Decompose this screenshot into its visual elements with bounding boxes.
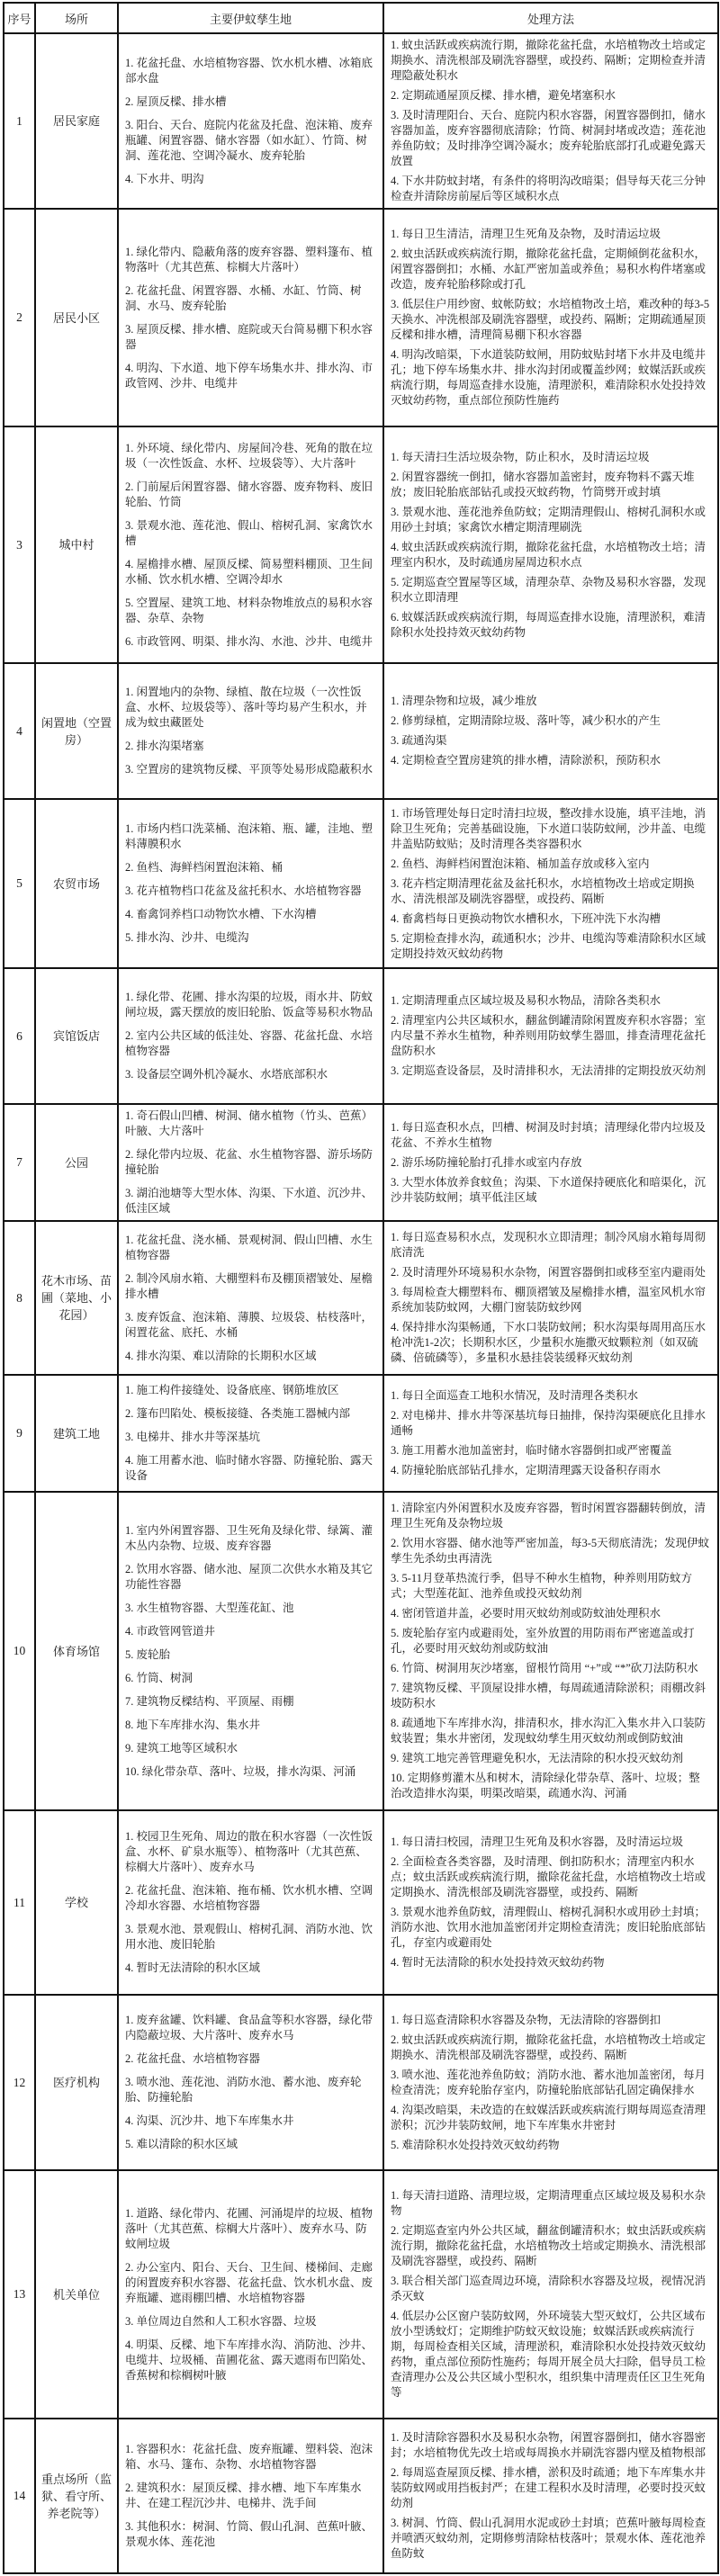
breeding-site-item: 3. 水生植物容器、大型莲花缸、池 xyxy=(125,1601,294,1614)
methods-list xyxy=(384,990,717,1082)
row-methods-cell xyxy=(383,1375,718,1492)
breeding-site-item: 2. 制冷风扇水箱、大棚塑料布及棚顶褶皱处、屋檐排水槽 xyxy=(125,1271,374,1300)
breeding-site-item: 1. 施工构件接缝处、设备底座、钢筋堆放区 xyxy=(125,1384,339,1396)
row-serial-number: 4 xyxy=(4,663,35,799)
breeding-site-item: 2. 室内公共区域的低洼处、容器、花盆托盘、水培植物容器 xyxy=(125,1029,374,1057)
treatment-method-item: 4. 下水井防蚊封堵，有条件的将明沟改暗渠；倡导每天花三分钟检查并清除房前屋后等区域积水点 xyxy=(391,175,706,202)
treatment-method-item: 2. 对电梯井、排水井等深基坑每日抽排，保持沟渠硬底化且排水通畅 xyxy=(391,1409,706,1437)
methods-list xyxy=(384,1831,717,1974)
sites-list xyxy=(119,2438,382,2554)
sites-list xyxy=(119,52,382,191)
breeding-site-item: 1. 闲置地内的杂物、绿植、散在垃圾（一次性饭盒、水杯、垃圾袋等）、落叶等均易产生积水，并成为蚊虫藏匿处 xyxy=(125,686,367,729)
row-place: 居民小区 xyxy=(35,209,118,426)
row-place: 重点场所（监狱、看守所、养老院等） xyxy=(35,2419,118,2573)
row-sites-cell xyxy=(118,1221,383,1375)
treatment-method-item: 1. 清理杂物和垃圾，减少堆放 xyxy=(391,695,537,707)
breeding-site-item: 8. 地下车库排水沟、集水井 xyxy=(125,1718,261,1731)
row-sites-cell xyxy=(118,663,383,799)
treatment-method-item: 2. 修剪绿植，定期清除垃圾、落叶等，减少积水的产生 xyxy=(391,714,662,727)
sites-list xyxy=(119,241,382,395)
table-row xyxy=(4,663,718,799)
row-serial-number: 1 xyxy=(4,33,35,209)
methods-list xyxy=(384,2427,717,2565)
treatment-method-item: 3. 施工用蓄水池加盖密封，临时储水容器倒扣或严密覆盖 xyxy=(391,1444,672,1457)
sites-list xyxy=(119,986,382,1086)
breeding-site-item: 4. 市政管网管道井 xyxy=(125,1624,216,1638)
row-sites-cell xyxy=(118,2170,383,2419)
breeding-site-item: 3. 电梯井、排水井等深基坑 xyxy=(125,1431,261,1443)
breeding-site-item: 2. 排水沟渠堵塞 xyxy=(125,740,204,752)
treatment-method-item: 5. 定期检查排水沟，疏通积水；沙井、电缆沟等难清除积水区域定期投持效灭蚊幼药物 xyxy=(391,931,706,960)
breeding-site-item: 2. 建筑积水：屋顶反樑、排水槽、地下车库集水井、在建工程沉沙井、电梯井、洗手间 xyxy=(125,2482,362,2509)
methods-list xyxy=(384,34,717,208)
treatment-method-item: 1. 每天清扫生活垃圾杂物，防止积水，及时清运垃圾 xyxy=(391,450,650,463)
breeding-site-item: 2. 饮用水容器、储水池、屋顶二次供水水箱及其它功能性容器 xyxy=(125,1562,374,1591)
breeding-site-item: 9. 建筑工地等区域积水 xyxy=(125,1741,238,1755)
treatment-method-item: 5. 废轮胎存室内或避雨处，室外放置的用防雨布严密遮盖或打孔，必要时用灭蚊幼剂或防蚊油 xyxy=(391,1627,695,1655)
treatment-method-item: 3. 大型水体放养食蚊鱼；沟渠、下水道保持硬底化和暗渠化，沉沙井装防蚊闸；填平低洼区域 xyxy=(391,1175,706,1204)
row-sites-cell xyxy=(118,209,383,426)
breeding-site-item: 3. 空置房的建筑物反樑、平顶等处易形成隐蔽积水 xyxy=(125,763,374,776)
breeding-site-item: 3. 其他积水：树洞、竹筒、假山孔洞、芭蕉叶腋、景观水体、莲花池 xyxy=(125,2520,374,2548)
treatment-method-item: 1. 每日巡查积水点，凹槽、树洞及时封填；清理绿化带内垃圾及花盆、不养水生植物 xyxy=(391,1120,706,1149)
row-place: 医疗机构 xyxy=(35,1995,118,2170)
treatment-method-item: 4. 蚊虫活跃或疾病流行期，撤除花盆托盘，水培植物改土培；清理室内积水，及时疏通房屋周边积水点 xyxy=(391,540,706,569)
treatment-method-item: 6. 竹筒、树洞用灰沙堵塞，留根竹筒用 “+”或 “*”砍刀法防积水 xyxy=(391,1662,698,1674)
methods-list xyxy=(384,1226,717,1369)
breeding-site-item: 4. 下水井、明沟 xyxy=(125,172,204,185)
row-place: 花木市场、苗圃（菜地、小花园） xyxy=(35,1221,118,1375)
table-row xyxy=(4,968,718,1104)
row-place: 学校 xyxy=(35,1810,118,1995)
breeding-site-item: 2. 门前屋后闲置容器、储水容器、废弃物料、废旧轮胎、竹筒 xyxy=(125,480,374,508)
breeding-site-item: 1. 市场内档口洗菜桶、泡沫箱、瓶、罐，洼地、塑料薄膜积水 xyxy=(125,822,374,850)
row-sites-cell xyxy=(118,1995,383,2170)
treatment-method-item: 1. 定期清理重点区域垃圾及易积水物品，清除各类积水 xyxy=(391,994,662,1007)
treatment-method-item: 3. 及时清理阳台、天台、庭院内积水容器，闲置容器倒扣，储水容器加盖，废弃容器彻底清除；竹筒、树洞封堵或改造；莲花池养鱼防蚊；及时排净空调冷凝水；废弃轮胎底部打孔或避免露天放置 xyxy=(391,109,706,167)
treatment-method-item: 4. 防撞轮胎底部钻孔排水，定期清理露天设备积存雨水 xyxy=(391,1464,662,1476)
row-serial-number: 14 xyxy=(4,2419,35,2573)
breeding-site-item: 5. 难以清除的积水区域 xyxy=(125,2138,238,2150)
treatment-method-item: 2. 蚊虫活跃或疾病流行期，撤除花盆托盘，定期倾倒花盆积水，闲置容器倒扣；水桶、水缸严密加盖或养鱼；易积水构件堵塞或改造，废弃轮胎移除或打孔 xyxy=(391,247,706,291)
header-place: 场所 xyxy=(35,3,118,33)
header-row xyxy=(4,3,718,33)
breeding-site-item: 1. 绿化带内、隐蔽角落的废弃容器、塑料篷布、植物落叶（尤其芭蕉、棕榈大片落叶） xyxy=(125,245,374,274)
breeding-site-item: 3. 湖泊池塘等大型水体、沟渠、下水道、沉沙井、低洼区域 xyxy=(125,1187,374,1215)
sites-list xyxy=(119,1520,382,1783)
row-place: 建筑工地 xyxy=(35,1375,118,1492)
breeding-site-item: 2. 屋顶反樑、排水槽 xyxy=(125,94,227,108)
table-row xyxy=(4,1995,718,2170)
row-place: 农贸市场 xyxy=(35,799,118,968)
breeding-site-item: 3. 单位周边自然和人工积水容器、垃圾 xyxy=(125,2314,317,2328)
row-methods-cell xyxy=(383,1221,718,1375)
row-sites-cell xyxy=(118,33,383,209)
treatment-method-item: 4. 畜禽档每日更换动物饮水槽积水，下班冲洗下水沟槽 xyxy=(391,911,662,925)
treatment-method-item: 3. 景观水池养鱼防蚊，清理假山、榕树孔洞积水或用砂土封填；消防水池、饮用水池加盖密闭并定期检查清洗；废旧轮胎底部钻孔，存室内或避雨处 xyxy=(391,1906,706,1949)
treatment-method-item: 1. 每天清扫道路、清理垃圾，定期清理重点区域垃圾及易积水杂物 xyxy=(391,2189,706,2217)
row-serial-number: 6 xyxy=(4,968,35,1104)
treatment-method-item: 3. 疏通沟渠 xyxy=(391,734,447,747)
treatment-method-item: 4. 密闭管道井盖，必要时用灭蚊幼剂或防蚊油处理积水 xyxy=(391,1607,662,1620)
treatment-method-item: 2. 全面检查各类容器，及时清理、倒扣防积水；清理室内积水点；蚊虫活跃或疾病流行期，撤除花盆托盘，水培植物改土培或定期换水、清洗根部及刷洗容器壁，或投药、隔断 xyxy=(391,1855,706,1898)
row-serial-number: 9 xyxy=(4,1375,35,1492)
sites-list xyxy=(119,681,382,781)
breeding-site-item: 10. 绿化带杂草、落叶、垃圾，排水沟渠、河涌 xyxy=(125,1764,356,1778)
table-row xyxy=(4,33,718,209)
row-methods-cell xyxy=(383,426,718,663)
methods-list xyxy=(384,1385,717,1482)
breeding-site-item: 4. 明沟、下水道、地下停车场集水井、排水沟、市政管网、沙井、电缆井 xyxy=(125,361,374,390)
treatment-method-item: 1. 每日巡查易积水点，发现积水立即清理；制冷风扇水箱每周彻底清洗 xyxy=(391,1231,706,1259)
treatment-method-item: 3. 每周检查大棚塑料布、棚顶褶皱及屋檐排水槽，温室风机水帘系统加装防蚊网，大棚门窗装防蚊纱网 xyxy=(391,1286,706,1314)
row-place: 宾馆饭店 xyxy=(35,968,118,1104)
breeding-site-item: 6. 市政管网、明渠、排水沟、水池、沙井、电缆井 xyxy=(125,634,374,648)
breeding-site-item: 4. 明渠、反樑、地下车库排水沟、消防池、沙井、电缆井、垃圾桶、苗圃花盆、露天遮雨布凹陷处、香蕉树和棕榈树叶腋 xyxy=(125,2338,374,2382)
treatment-method-item: 3. 花卉档定期清理花盆及盆托积水，水培植物改土培或定期换水、清洗根部及刷洗容器壁，或投药、隔断 xyxy=(391,876,695,905)
treatment-method-item: 3. 5-11月登革热流行季，倡导不种水生植物，种养则用防蚊方式；大型莲花缸、池养鱼或投灭蚊幼剂 xyxy=(391,1572,692,1600)
breeding-site-item: 1. 废弃盆罐、饮料罐、食品盒等积水容器，绿化带内隐蔽垃圾、大片落叶、废弃水马 xyxy=(125,2014,374,2042)
row-methods-cell xyxy=(383,2170,718,2419)
breeding-site-item: 3. 景观水池、莲花池、假山、榕树孔洞、家禽饮水槽 xyxy=(125,518,374,547)
breeding-site-item: 1. 奇石假山凹槽、树洞、储水植物（竹头、芭蕉）叶腋、大片落叶 xyxy=(125,1109,374,1137)
breeding-site-item: 4. 屋檐排水槽、屋顶反樑、简易塑料棚顶、卫生间水桶、饮水机水槽、空调冷却水 xyxy=(125,557,374,586)
methods-list xyxy=(384,1117,717,1209)
table-row xyxy=(4,2170,718,2419)
breeding-site-item: 1. 绿化带、花圃、排水沟渠的垃圾，雨水井、防蚊闸垃圾，露天摆放的废旧轮胎、饭盒等易积水物品 xyxy=(125,991,374,1019)
treatment-method-item: 2. 定期疏通屋顶反樑、排水槽，避免堵塞积水 xyxy=(391,89,616,102)
treatment-method-item: 9. 建筑工地完善管理避免积水，无法清除的积水投灭蚊幼剂 xyxy=(391,1752,684,1764)
row-sites-cell xyxy=(118,1375,383,1492)
breeding-site-item: 3. 废弃饭盒、泡沫箱、薄膜、垃圾袋、枯枝落叶，闲置花盆、底托、水桶 xyxy=(125,1310,374,1339)
breeding-site-item: 3. 屋顶反樑、排水槽、庭院或天台简易棚下积水容器 xyxy=(125,322,374,351)
row-place: 居民家庭 xyxy=(35,33,118,209)
row-serial-number: 5 xyxy=(4,799,35,968)
treatment-method-item: 3. 树洞、竹筒、假山孔洞用水泥或砂土封填；芭蕉叶腋每周检查并喷洒灭蚊幼剂，定期修剪清除枯枝落叶；景观水体、莲花池养鱼防蚊 xyxy=(391,2517,706,2560)
table-row xyxy=(4,209,718,426)
breeding-site-item: 3. 喷水池、莲花池、消防水池、蓄水池、废弃轮胎、防撞轮胎 xyxy=(125,2076,362,2104)
sites-list xyxy=(119,1229,382,1368)
treatment-method-item: 8. 疏通地下车库排水沟，排清积水，排水沟汇入集水井入口装防蚊装置；集水井密闭，发现蚊幼孳生用灭蚊幼剂或倒防蚊油 xyxy=(391,1717,706,1745)
table-row xyxy=(4,1375,718,1492)
treatment-method-item: 10. 定期修剪灌木丛和树木，清除绿化带杂草、落叶、垃圾；整治改造排水沟渠，明渠改暗渠，疏通水沟、河涌 xyxy=(391,1772,700,1800)
treatment-method-item: 5. 难清除积水处投持效灭蚊幼药物 xyxy=(391,2138,560,2151)
breeding-site-item: 4. 排水沟渠、难以清除的长期积水区域 xyxy=(125,1349,317,1362)
breeding-site-item: 1. 花盆托盘、浇水桶、景观树洞、假山凹槽、水生植物容器 xyxy=(125,1233,374,1261)
breeding-site-item: 4. 暂时无法清除的积水区域 xyxy=(125,1961,261,1974)
row-methods-cell xyxy=(383,799,718,968)
treatment-method-item: 2. 饮用水容器、储水池等严密加盖，每3-5天彻底清洗；发现伊蚊孳生先杀幼虫再清洗 xyxy=(391,1537,710,1565)
row-serial-number: 11 xyxy=(4,1810,35,1995)
breeding-site-item: 2. 篷布凹陷处、模板接缝、各类施工器械内部 xyxy=(125,1407,351,1420)
row-sites-cell xyxy=(118,426,383,663)
breeding-site-item: 5. 废轮胎 xyxy=(125,1647,171,1661)
treatment-method-item: 2. 定期巡查室内外公共区域，翻盆倒罐清积水；蚊虫活跃或疾病流行期，撤除花盆托盘，水培植物改土培或定期换水、清洗根部及刷洗容器壁，或投药、隔断 xyxy=(391,2224,706,2267)
breeding-site-item: 1. 道路、绿化带内、花圃、河涌堤岸的垃圾、植物落叶（尤其芭蕉、棕榈大片落叶）、废弃水马、防蚊闸垃圾 xyxy=(125,2206,374,2250)
row-sites-cell xyxy=(118,2419,383,2573)
treatment-method-item: 4. 暂时无法清除的积水处投持效灭蚊幼药物 xyxy=(391,1956,605,1969)
row-methods-cell xyxy=(383,1995,718,2170)
row-place: 机关单位 xyxy=(35,2170,118,2419)
row-serial-number: 2 xyxy=(4,209,35,426)
row-methods-cell xyxy=(383,2419,718,2573)
row-serial-number: 7 xyxy=(4,1104,35,1221)
breeding-site-item: 2. 花盆托盘、泡沫箱、拖布桶、饮水机水槽、空调冷却水容器、水培植物容器 xyxy=(125,1884,374,1912)
treatment-method-item: 6. 蚊媒活跃或疾病流行期，每周巡查排水设施，清理淤积，难清除积水处投持效灭蚊幼药物 xyxy=(391,610,706,639)
treatment-method-item: 4. 明沟改暗渠，下水道装防蚊闸，用防蚊贴封堵下水井及电缆井孔；地下停车场集水井、排水沟封闭或覆盖纱网；蚊媒活跃或疾病流行期，每周巡查排水设施，清理淤积，难清除积水处投持效灭蚊幼药物，重点部位预防性施药 xyxy=(391,348,706,407)
row-place: 城中村 xyxy=(35,426,118,663)
breeding-site-item: 2. 鱼档、海鲜档闲置泡沫箱、桶 xyxy=(125,861,284,874)
treatment-method-item: 1. 每日全面巡查工地积水情况，及时清理各类积水 xyxy=(391,1389,639,1402)
breeding-site-item: 3. 景观水池、景观假山、榕树孔洞、消防水池、饮用水池、废旧轮胎 xyxy=(125,1923,374,1951)
treatment-method-item: 3. 联合相关部门巡查周边环境，清除积水容器及垃圾，视情况消杀灭蚊 xyxy=(391,2275,706,2302)
methods-list xyxy=(384,2185,717,2404)
table-body xyxy=(4,33,718,2573)
row-serial-number: 10 xyxy=(4,1492,35,1810)
row-methods-cell xyxy=(383,33,718,209)
row-serial-number: 13 xyxy=(4,2170,35,2419)
breeding-site-item: 5. 空置屋、建筑工地、材料杂物堆放点的易积水容器、杂草、杂物 xyxy=(125,596,374,624)
treatment-method-item: 1. 及时清除容器积水及易积水杂物，闲置容器倒扣，储水容器密封；水培植物优先改土培或每周换水并刷洗容器内壁及植物根部 xyxy=(391,2431,706,2459)
methods-list xyxy=(384,446,717,644)
treatment-method-item: 2. 鱼档、海鲜档闲置泡沫箱、桶加盖存放或移入室内 xyxy=(391,857,650,870)
row-sites-cell xyxy=(118,1492,383,1810)
sites-list xyxy=(119,1826,382,1979)
treatment-method-item: 2. 蚊虫活跃或疾病流行期，撤除花盆托盘，水培植物改土培或定期换水、清洗根部及刷洗容器壁，或投药、隔断 xyxy=(391,2033,706,2061)
row-methods-cell xyxy=(383,1104,718,1221)
row-place: 闲置地（空置房） xyxy=(35,663,118,799)
table-row xyxy=(4,1810,718,1995)
treatment-method-item: 1. 每日卫生清洁，清理卫生死角及杂物，及时清运垃圾 xyxy=(391,228,662,240)
treatment-method-item: 1. 每日清扫校园，清理卫生死角及积水容器，及时清运垃圾 xyxy=(391,1836,684,1848)
breeding-site-item: 4. 沟渠、沉沙井、地下车库集水井 xyxy=(125,2114,294,2127)
breeding-site-item: 4. 畜禽饲养档口动物饮水槽、下水沟槽 xyxy=(125,908,317,920)
treatment-method-item: 3. 喷水池、莲花池养鱼防蚊；消防水池、蓄水池加盖密闭，每月检查清洗；废弃轮胎存室内，防撞轮胎底部钻孔固定确保排水 xyxy=(391,2068,706,2096)
sites-list xyxy=(119,818,382,949)
breeding-site-item: 1. 花盆托盘、水培植物容器、饮水机水槽、冰箱底部水盘 xyxy=(125,56,374,85)
table-row xyxy=(4,1492,718,1810)
row-methods-cell xyxy=(383,1492,718,1810)
methods-list xyxy=(384,690,717,772)
row-sites-cell xyxy=(118,799,383,968)
breeding-site-item: 5. 排水沟、沙井、电缆沟 xyxy=(125,931,249,944)
table-row xyxy=(4,1221,718,1375)
treatment-method-item: 4. 定期检查空置房建筑的排水槽，清除淤积，预防积水 xyxy=(391,754,662,767)
row-place: 体育场馆 xyxy=(35,1492,118,1810)
row-serial-number: 12 xyxy=(4,1995,35,2170)
sites-list xyxy=(119,1105,382,1220)
breeding-site-item: 4. 施工用蓄水池、临时储水容器、防撞轮胎、露天设备 xyxy=(125,1454,374,1482)
row-methods-cell xyxy=(383,209,718,426)
treatment-method-item: 7. 建筑物反樑、平顶屋设排水槽，每周疏通清除淤积；雨棚改斜坡防积水 xyxy=(391,1682,706,1710)
sites-list xyxy=(119,1379,382,1487)
breeding-site-item: 2. 绿化带内垃圾、花盆、水生植物容器、游乐场防撞轮胎 xyxy=(125,1148,374,1176)
sites-list xyxy=(119,2009,382,2156)
breeding-site-item: 1. 外环境、绿化带内、房屋间冷巷、死角的散在垃圾（一次性饭盒、水杯、垃圾袋等）、大片落叶 xyxy=(125,441,374,470)
row-methods-cell xyxy=(383,663,718,799)
treatment-method-item: 3. 景观水池、莲花池养鱼防蚊；定期清理假山、榕树孔洞积水或用砂土封填；家禽饮水槽定期清理刷洗 xyxy=(391,505,706,534)
row-methods-cell xyxy=(383,1810,718,1995)
methods-list xyxy=(384,2009,717,2157)
row-sites-cell xyxy=(118,1810,383,1995)
treatment-method-item: 2. 闲置容器统一倒扣，储水容器加盖密封，废弃物料不露天堆放；废旧轮胎底部钻孔或投灭蚊药物，竹筒劈开或封填 xyxy=(391,470,695,498)
treatment-method-item: 2. 每周巡查屋顶反樑、排水槽，淤积及时疏通；地下车库集水井装防蚊网或用挡板封严；在建工程积水及时清理，必要时投灭蚊幼剂 xyxy=(391,2466,706,2509)
header-serial-number: 序号 xyxy=(4,3,35,33)
methods-list xyxy=(384,803,717,965)
treatment-method-item: 5. 定期巡查空置屋等区域，清理杂草、杂物及易积水容器，发现积水立即清理 xyxy=(391,575,706,604)
treatment-method-item: 2. 清理室内公共区域积水，翻盆倒罐清除闲置废弃积水容器；室内尽量不养水生植物，种养则用防蚊孳生器皿，排查清理花盆托盘防积水 xyxy=(391,1014,706,1057)
table-row xyxy=(4,2419,718,2573)
breeding-site-item: 6. 竹筒、树洞 xyxy=(125,1671,194,1684)
treatment-method-item: 4. 保持排水沟渠畅通，下水口装防蚊闸；积水沟渠每周用高压水枪冲洗1-2次；长期积水区，少量积水施撒灭蚊颗粒剂（如双硫磷、倍硫磷等），多量积水悬挂袋装缓释灭蚊幼剂 xyxy=(391,1321,706,1364)
breeding-site-item: 2. 花盆托盘、水培植物容器 xyxy=(125,2052,261,2065)
table-row xyxy=(4,426,718,663)
treatment-method-item: 3. 定期巡查设备层，及时清排积水，无法清排的定期投放灭幼剂 xyxy=(391,1064,706,1077)
breeding-site-item: 1. 容器积水：花盆托盘、废弃瓶罐、塑料袋、泡沫箱、水马、篷布、杂物、水培植物容器 xyxy=(125,2443,374,2471)
breeding-site-item: 1. 校园卫生死角、周边的散在积水容器（一次性饭盒、水杯、矿泉水瓶等）、植物落叶（尤其芭蕉、棕榈大片落叶）、废弃水马 xyxy=(125,1830,374,1873)
row-methods-cell xyxy=(383,968,718,1104)
treatment-method-item: 1. 每日巡查清除积水容器及杂物，无法清除的容器倒扣 xyxy=(391,2013,662,2026)
header-treatment-methods: 处理方法 xyxy=(383,3,718,33)
treatment-method-item: 2. 游乐场防撞轮胎打孔排水或室内存放 xyxy=(391,1155,582,1169)
breeding-site-item: 3. 设备层空调外机冷凝水、水塔底部积水 xyxy=(125,1068,328,1081)
breeding-site-item: 3. 花卉植物档口花盆及盆托积水、水培植物容器 xyxy=(125,884,362,897)
methods-list xyxy=(384,223,717,412)
treatment-method-item: 4. 低层办公区窗户装防蚊网，外环境装大型灭蚊灯，公共区域布放小型诱蚊灯；定期维护防蚊灭蚊设施；蚊媒活跃或疾病流行期，每周检查相关区域，清理淤积，难清除积水处投持效灭蚊幼药物，重点部位预防性施药；每周开展全员大扫除，倡导员工检查清理办公及公共区域小型积水，组织集中清理责任区卫生死角等 xyxy=(391,2310,706,2399)
row-sites-cell xyxy=(118,968,383,1104)
breeding-site-item: 7. 建筑物反樑结构、平顶屋、雨棚 xyxy=(125,1694,294,1708)
breeding-site-item: 1. 室内外闲置容器、卫生死角及绿化带、绿篱、灌木丛内杂物、垃圾、废弃容器 xyxy=(125,1523,374,1552)
treatment-method-item: 4. 沟渠改暗渠，未改造的在蚊媒活跃或疾病流行期每周巡查清理淤积；沉沙井装防蚊闸，地下车库集水井密封 xyxy=(391,2103,706,2132)
breeding-site-item: 2. 花盆托盘、闲置容器、水桶、水缸、竹筒、树洞、水马、废弃轮胎 xyxy=(125,283,362,312)
treatment-method-item: 3. 低层住户用纱窗、蚊帐防蚊；水培植物改土培，难改种的每3-5天换水、冲洗根部及刷洗容器壁，或投药、隔断；定期疏通屋顶反樑和排水槽，清理简易棚下积水容器 xyxy=(391,298,710,341)
breeding-site-item: 2. 办公室内、阳台、天台、卫生间、楼梯间、走廊的闲置废弃积水容器、花盆托盘、饮水机水盘、废弃瓶罐、遮雨棚凹槽、水培植物容器 xyxy=(125,2260,374,2304)
sites-list xyxy=(119,437,382,653)
table-row xyxy=(4,799,718,968)
row-serial-number: 8 xyxy=(4,1221,35,1375)
methods-list xyxy=(384,1497,717,1805)
sites-list xyxy=(119,2203,382,2387)
mosquito-breeding-control-table xyxy=(3,2,719,2574)
treatment-method-item: 1. 市场管理处每日定时清扫垃圾，整改排水设施，填平洼地，消除卫生死角；完善基础设施，下水道口装防蚊闸，沙井盖、电缆井盖贴防蚊贴；及时清理各类容器积水 xyxy=(391,806,706,850)
treatment-method-item: 1. 清除室内外闲置积水及废弃容器，暂时闲置容器翻转倒放，清理卫生死角及杂物垃圾 xyxy=(391,1502,706,1530)
breeding-site-item: 3. 阳台、天台、庭院内花盆及托盘、泡沫箱、废弃瓶罐、闲置容器、储水容器（如水缸）、竹筒、树洞、莲花池、空调冷凝水、废弃轮胎 xyxy=(125,118,374,162)
treatment-method-item: 1. 蚊虫活跃或疾病流行期，撤除花盆托盘，水培植物改土培或定期换水、清洗根部及刷洗容器壁，或投药、隔断；定期检查并清理隐蔽处积水 xyxy=(391,39,706,82)
row-serial-number: 3 xyxy=(4,426,35,663)
header-breeding-sites: 主要伊蚊孳生地 xyxy=(118,3,383,33)
row-sites-cell xyxy=(118,1104,383,1221)
row-place: 公园 xyxy=(35,1104,118,1221)
treatment-method-item: 2. 及时清理外环境易积水杂物，闲置容器倒扣或移至室内避雨处 xyxy=(391,1266,706,1279)
table-row xyxy=(4,1104,718,1221)
